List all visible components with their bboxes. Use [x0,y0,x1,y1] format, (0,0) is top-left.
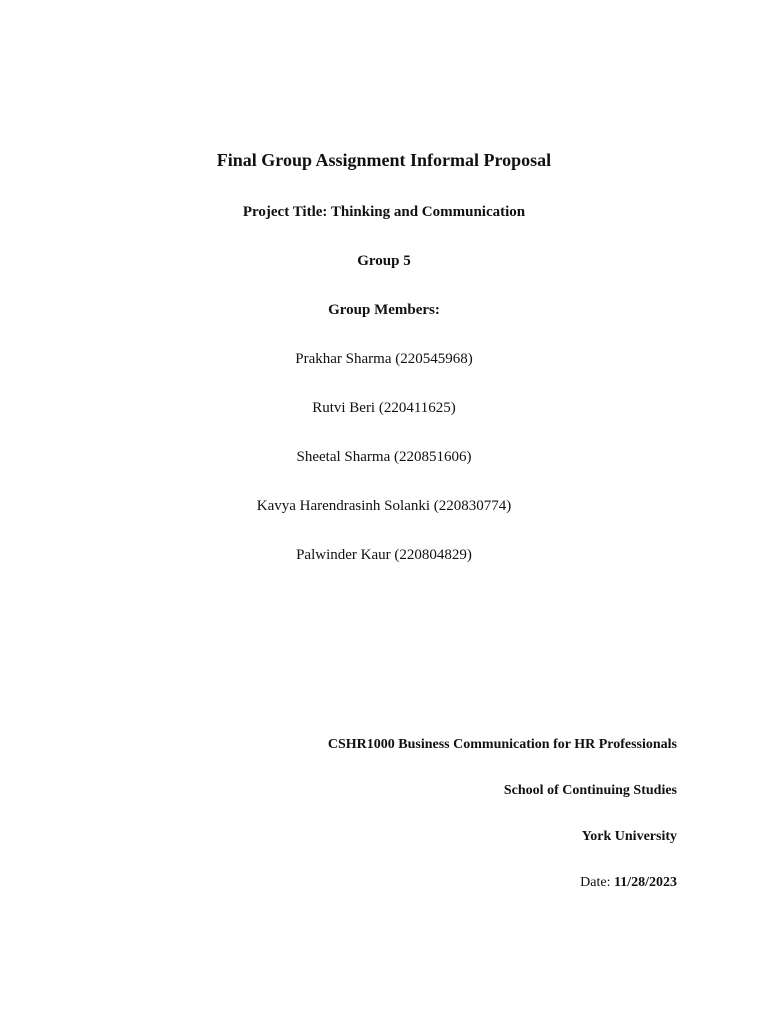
university-name: York University [581,829,677,844]
member-name: Palwinder Kaur (220804829) [296,547,472,563]
member-name: Sheetal Sharma (220851606) [296,449,472,465]
date-label: Date: [580,875,614,890]
course-name: CSHR1000 Business Communication for HR Professionals [327,737,677,752]
document-title: Final Group Assignment Informal Proposal [216,150,552,170]
submission-date [580,876,677,890]
school-name: School of Continuing Studies [503,783,677,798]
group-number: Group 5 [357,253,411,269]
group-members-heading: Group Members: [328,302,440,318]
member-name: Rutvi Beri (220411625) [312,400,456,416]
project-title: Project Title: Thinking and Communication [242,204,526,220]
member-name: Prakhar Sharma (220545968) [295,351,473,367]
member-name: Kavya Harendrasinh Solanki (220830774) [256,498,512,514]
date-value: 11/28/2023 [613,875,677,890]
